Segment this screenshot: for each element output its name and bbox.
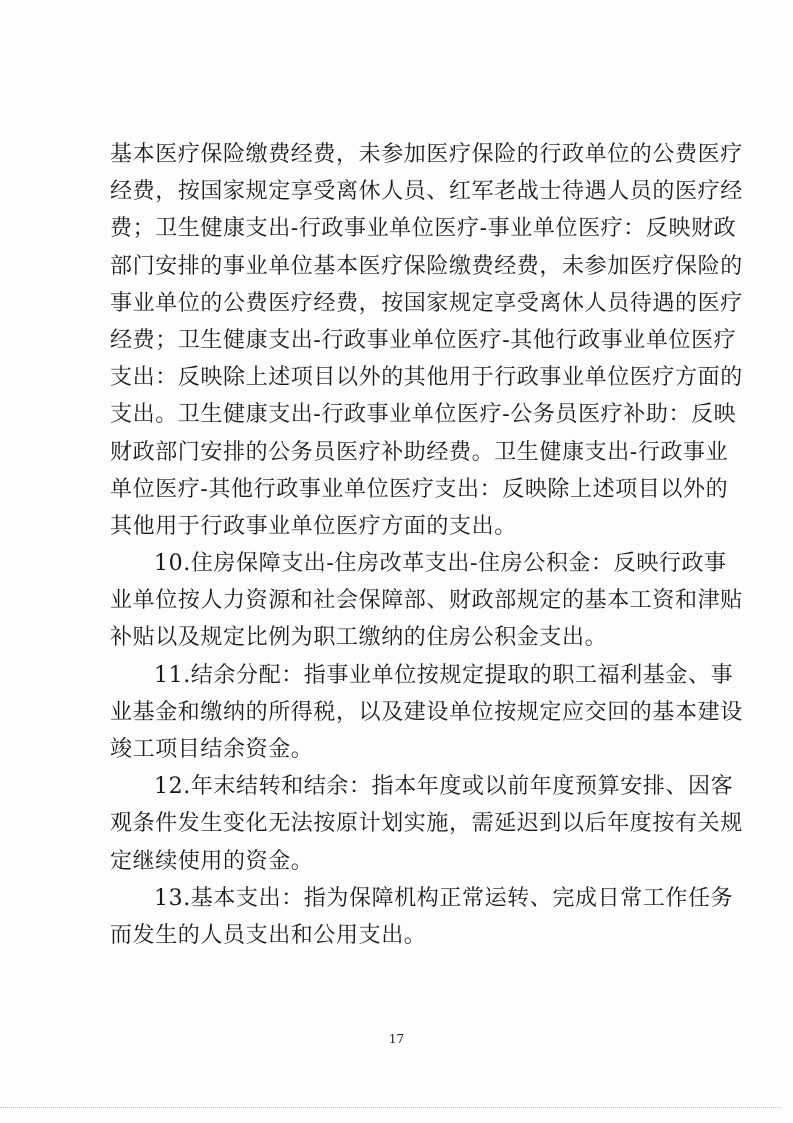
text-line: 部门安排的事业单位基本医疗保险缴费经费，未参加医疗保险的 — [110, 253, 743, 279]
text-line: 补贴以及规定比例为职工缴纳的住房公积金支出。 — [110, 625, 608, 651]
text-line: 业单位按人力资源和社会保障部、财政部规定的基本工资和津贴 — [110, 588, 743, 614]
text-line: 事业单位的公费医疗经费，按国家规定享受离休人员待遇的医疗 — [110, 290, 743, 316]
text-line: 经费，按国家规定享受离休人员、红军老战士待遇人员的医疗经 — [110, 179, 743, 205]
paragraph-10-start: 10.住房保障支出-住房改革支出-住房公积金：反映行政事 — [154, 551, 727, 577]
text-line: 经费；卫生健康支出-行政事业单位医疗-其他行政事业单位医疗 — [110, 327, 737, 353]
text-line: 财政部门安排的公务员医疗补助经费。卫生健康支出-行政事业 — [110, 439, 729, 465]
text-line: 业基金和缴纳的所得税，以及建设单位按规定应交回的基本建设 — [110, 699, 743, 725]
text-line: 单位医疗-其他行政事业单位医疗支出：反映除上述项目以外的 — [110, 476, 729, 502]
page-number: 17 — [388, 1032, 405, 1046]
paragraph-12-start: 12.年末结转和结余：指本年度或以前年度预算安排、因客 — [154, 774, 734, 800]
text-line: 而发生的人员支出和公用支出。 — [110, 922, 427, 948]
paragraph-11-start: 11.结余分配：指事业单位按规定提取的职工福利基金、事 — [154, 662, 734, 688]
body-text — [110, 136, 743, 954]
text-line: 观条件发生变化无法按原计划实施，需延迟到以后年度按有关规 — [110, 811, 743, 837]
text-line: 支出。卫生健康支出-行政事业单位医疗-公务员医疗补助：反映 — [110, 402, 737, 428]
text-line: 其他用于行政事业单位医疗方面的支出。 — [110, 513, 517, 539]
text-line: 支出：反映除上述项目以外的其他用于行政事业单位医疗方面的 — [110, 365, 743, 391]
text-line: 费；卫生健康支出-行政事业单位医疗-事业单位医疗：反映财政 — [110, 216, 737, 242]
scan-edge-divider — [0, 1107, 780, 1108]
text-line: 基本医疗保险缴费经费，未参加医疗保险的行政单位的公费医疗 — [110, 142, 743, 167]
paragraph-13-start: 13.基本支出：指为保障机构正常运转、完成日常工作任务 — [154, 885, 734, 911]
text-line: 竣工项目结余资金。 — [110, 737, 314, 762]
text-line: 定继续使用的资金。 — [110, 848, 314, 874]
